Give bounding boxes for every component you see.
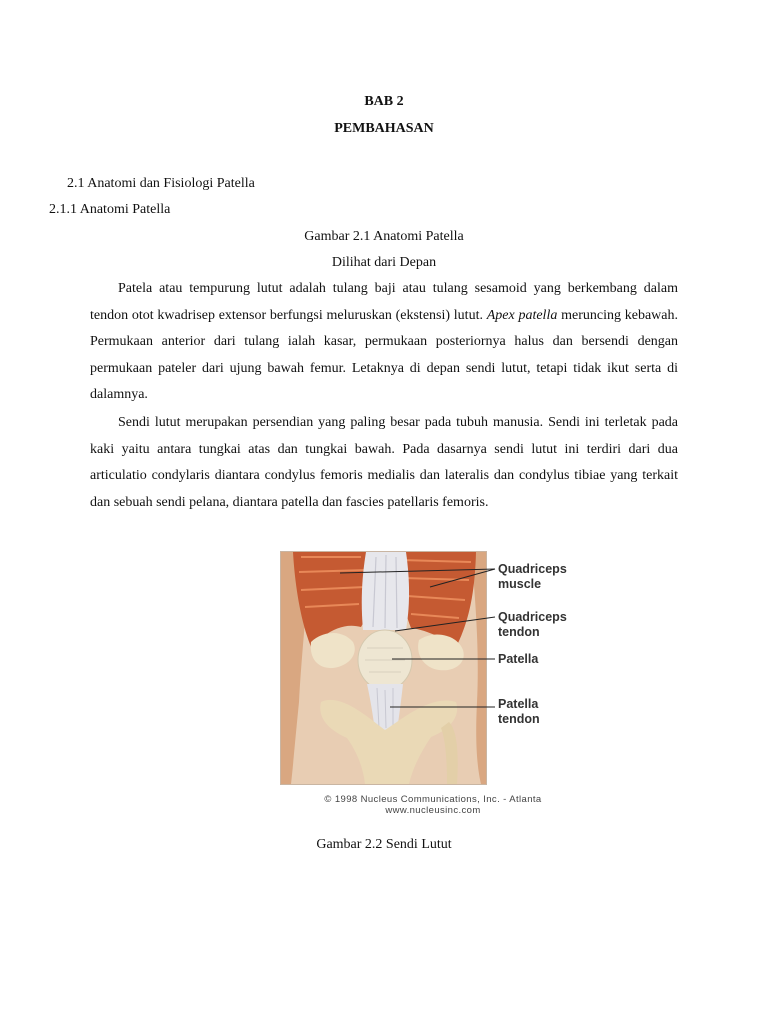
chapter-number: BAB 2 <box>364 94 404 109</box>
label-line: muscle <box>498 577 542 591</box>
label-quadriceps-muscle <box>498 562 567 592</box>
paragraph-1-italic: Apex patella <box>486 307 558 323</box>
label-line: tendon <box>498 625 540 639</box>
label-line: Patella <box>498 697 539 711</box>
chapter-title: PEMBAHASAN <box>334 121 434 136</box>
copyright-url: www.nucleusinc.com <box>385 805 481 816</box>
label-line: Quadriceps <box>498 610 567 624</box>
subsection-heading: 2.1.1 Anatomi Patella <box>49 202 171 217</box>
figure-1-caption: Gambar 2.1 Anatomi Patella <box>304 229 464 244</box>
section-heading: 2.1 Anatomi dan Fisiologi Patella <box>67 176 255 191</box>
label-patella <box>498 652 538 667</box>
paragraph-1-text-b: meruncing kebawah. Permukaan anterior dari tulang ialah kasar, permukaan posteriornya halus dan bersendi dengan permukaan pateler dari ujung bawah femur. Letaknya di depan sendi lutut, tetapi tidak ikut serta di dalamnya. <box>90 307 678 402</box>
copyright-line: © 1998 Nucleus Communications, Inc. - Atlanta <box>324 794 542 805</box>
figure-1-subcaption: Dilihat dari Depan <box>331 255 437 270</box>
paragraph-1-text-a: Patela atau tempurung lutut adalah tulang baji atau tulang sesamoid yang berkembang dalam tendon otot kwadrisep extensor berfungsi meluruskan (ekstensi) lutut. <box>90 281 678 323</box>
label-line: tendon <box>498 712 540 726</box>
knee-anatomy-figure <box>280 551 592 821</box>
paragraph-knee-joint <box>90 410 678 516</box>
label-line: Quadriceps <box>498 562 567 576</box>
label-line: Patella <box>498 652 539 666</box>
label-quadriceps-tendon <box>498 610 567 640</box>
figure-2-caption: Gambar 2.2 Sendi Lutut <box>316 837 452 852</box>
image-copyright <box>298 794 568 816</box>
paragraph-2-text: Sendi lutut merupakan persendian yang paling besar pada tubuh manusia. Sendi ini terletak pada kaki yaitu antara tungkai atas dan tungkai bawah. Pada dasarnya sendi lutut ini terdiri dari dua articulatio condylaris diantara condylus femoris medialis dan lateralis dan condylus tibiae yang terkait dan sebuah sendi pelana, diantara patella dan fascies patellaris femoris. <box>90 415 678 510</box>
paragraph-patella <box>90 276 678 409</box>
label-patella-tendon <box>498 697 540 727</box>
